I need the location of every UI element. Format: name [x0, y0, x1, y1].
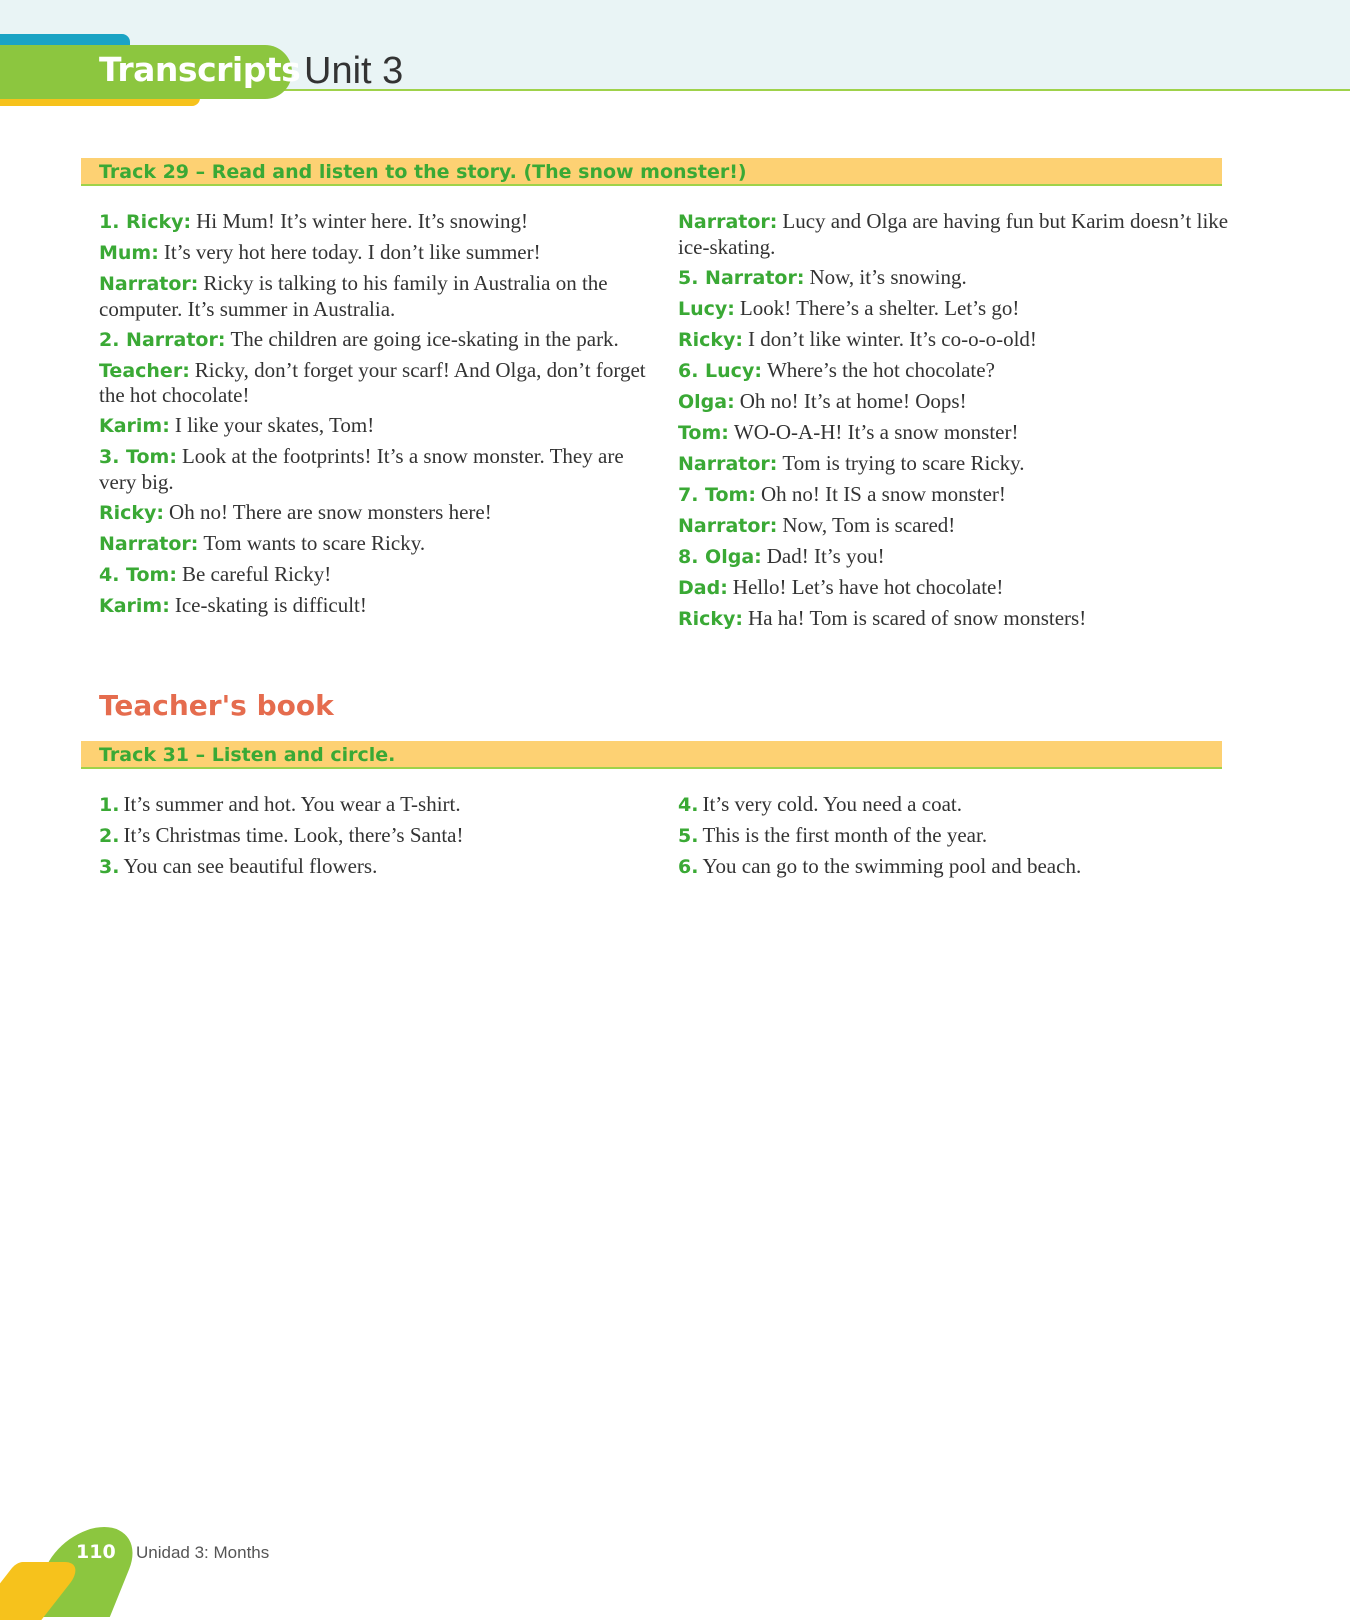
track-29-left-column	[99, 209, 654, 624]
speaker-label: Ricky:	[678, 328, 744, 351]
line-text: Dad! It’s you!	[766, 543, 885, 568]
track-29-right-column	[678, 209, 1233, 637]
speaker-label: 8. Olga:	[678, 545, 762, 568]
line-text: You can see beautiful flowers.	[123, 854, 378, 878]
dialogue-line	[678, 575, 1233, 601]
speaker-label: Narrator:	[99, 532, 199, 555]
dialogue-line	[99, 444, 654, 494]
speaker-label: Narrator:	[678, 452, 778, 475]
list-item	[678, 854, 1233, 880]
list-item	[99, 854, 654, 880]
dialogue-line	[99, 531, 654, 557]
speaker-label: Olga:	[678, 390, 735, 413]
dialogue-line	[678, 606, 1233, 632]
track-29-title: Track 29 – Read and listen to the story. (The snow monster!)	[99, 161, 747, 183]
line-text: Hello! Let’s have hot chocolate!	[732, 574, 1004, 599]
line-text: I like your skates, Tom!	[174, 413, 375, 437]
line-text: It’s Christmas time. Look, there’s Santa!	[123, 823, 464, 847]
list-item	[99, 792, 654, 818]
speaker-label: 3. Tom:	[99, 446, 177, 468]
teachers-book-heading: Teacher's book	[99, 689, 334, 722]
line-text: Now, it’s snowing.	[809, 264, 967, 289]
item-number: 5.	[678, 825, 699, 847]
line-text: The children are going ice-skating in the park.	[230, 326, 619, 351]
line-text: This is the first month of the year.	[702, 823, 988, 847]
speaker-label: Narrator:	[99, 273, 199, 295]
dialogue-line	[99, 593, 654, 619]
dialogue-line	[678, 265, 1233, 291]
unit-label: Unit 3	[304, 50, 404, 92]
line-text: Lucy and Olga are having fun but Karim doesn’t like ice-skating.	[678, 209, 1229, 259]
page-title: Transcripts	[99, 50, 301, 89]
speaker-label: Dad:	[678, 576, 728, 599]
line-text: It’s summer and hot. You wear a T-shirt.	[123, 792, 461, 816]
dialogue-line	[678, 389, 1233, 415]
dialogue-line	[99, 562, 654, 588]
list-item	[678, 823, 1233, 849]
line-text: Where’s the hot chocolate?	[766, 357, 995, 382]
speaker-label: Karim:	[99, 594, 170, 617]
item-number: 4.	[678, 794, 699, 816]
speaker-label: Ricky:	[678, 607, 744, 630]
line-text: Hi Mum! It’s winter here. It’s snowing!	[196, 209, 528, 233]
line-text: Look! There’s a shelter. Let’s go!	[739, 295, 1020, 320]
dialogue-line	[678, 482, 1233, 508]
dialogue-line	[99, 271, 654, 321]
speaker-label: 6. Lucy:	[678, 359, 762, 382]
dialogue-line	[99, 358, 654, 408]
line-text: WO-O-A-H! It’s a snow monster!	[733, 419, 1019, 444]
header-rule	[280, 89, 1350, 91]
line-text: Ha ha! Tom is scared of snow monsters!	[748, 605, 1087, 630]
speaker-label: Tom:	[678, 421, 729, 444]
speaker-label: Narrator:	[678, 211, 778, 233]
speaker-label: Ricky:	[99, 501, 165, 524]
line-text: Tom wants to scare Ricky.	[203, 530, 426, 555]
line-text: Ricky, don’t forget your scarf! And Olga, don’t forget the hot chocolate!	[99, 357, 646, 407]
dialogue-line	[678, 209, 1233, 259]
line-text: Oh no! It’s at home! Oops!	[739, 388, 967, 413]
list-item	[99, 823, 654, 849]
dialogue-line	[678, 451, 1233, 477]
dialogue-line	[99, 413, 654, 439]
track-31-left-column	[99, 792, 654, 885]
speaker-label: Teacher:	[99, 359, 190, 382]
dialogue-line	[99, 209, 654, 235]
dialogue-line	[99, 500, 654, 526]
dialogue-line	[99, 327, 654, 353]
item-number: 1.	[99, 794, 120, 816]
line-text: It’s very hot here today. I don’t like summer!	[163, 240, 541, 264]
item-number: 6.	[678, 856, 699, 878]
speaker-label: 1. Ricky:	[99, 211, 192, 233]
speaker-label: 2. Narrator:	[99, 328, 226, 351]
dialogue-line	[678, 296, 1233, 322]
track-31-title: Track 31 – Listen and circle.	[99, 744, 396, 766]
dialogue-line	[678, 513, 1233, 539]
line-text: Look at the footprints! It’s a snow monster. They are very big.	[99, 444, 624, 494]
dialogue-line	[678, 420, 1233, 446]
track-31-right-column	[678, 792, 1233, 885]
item-number: 3.	[99, 856, 120, 878]
list-item	[678, 792, 1233, 818]
speaker-label: Narrator:	[678, 514, 778, 537]
speaker-label: 4. Tom:	[99, 563, 177, 586]
speaker-label: Karim:	[99, 415, 170, 437]
dialogue-line	[678, 544, 1233, 570]
dialogue-line	[678, 327, 1233, 353]
footer-label: Unidad 3: Months	[136, 1543, 270, 1562]
speaker-label: Lucy:	[678, 297, 735, 320]
line-text: Oh no! There are snow monsters here!	[169, 499, 492, 524]
line-text: Be careful Ricky!	[181, 561, 332, 586]
line-text: Oh no! It IS a snow monster!	[760, 481, 1006, 506]
line-text: I don’t like winter. It’s co-o-o-old!	[748, 326, 1037, 351]
line-text: Now, Tom is scared!	[782, 512, 956, 537]
page-number: 110	[76, 1541, 116, 1563]
line-text: You can go to the swimming pool and beach.	[702, 854, 1082, 878]
item-number: 2.	[99, 825, 120, 847]
speaker-label: Mum:	[99, 242, 159, 264]
speaker-label: 7. Tom:	[678, 483, 756, 506]
line-text: Ice-skating is difficult!	[174, 592, 367, 617]
dialogue-line	[99, 240, 654, 266]
line-text: It’s very cold. You need a coat.	[702, 792, 962, 816]
line-text: Tom is trying to scare Ricky.	[782, 450, 1025, 475]
dialogue-line	[678, 358, 1233, 384]
speaker-label: 5. Narrator:	[678, 266, 805, 289]
line-text: Ricky is talking to his family in Australia on the computer. It’s summer in Australia.	[99, 271, 608, 321]
